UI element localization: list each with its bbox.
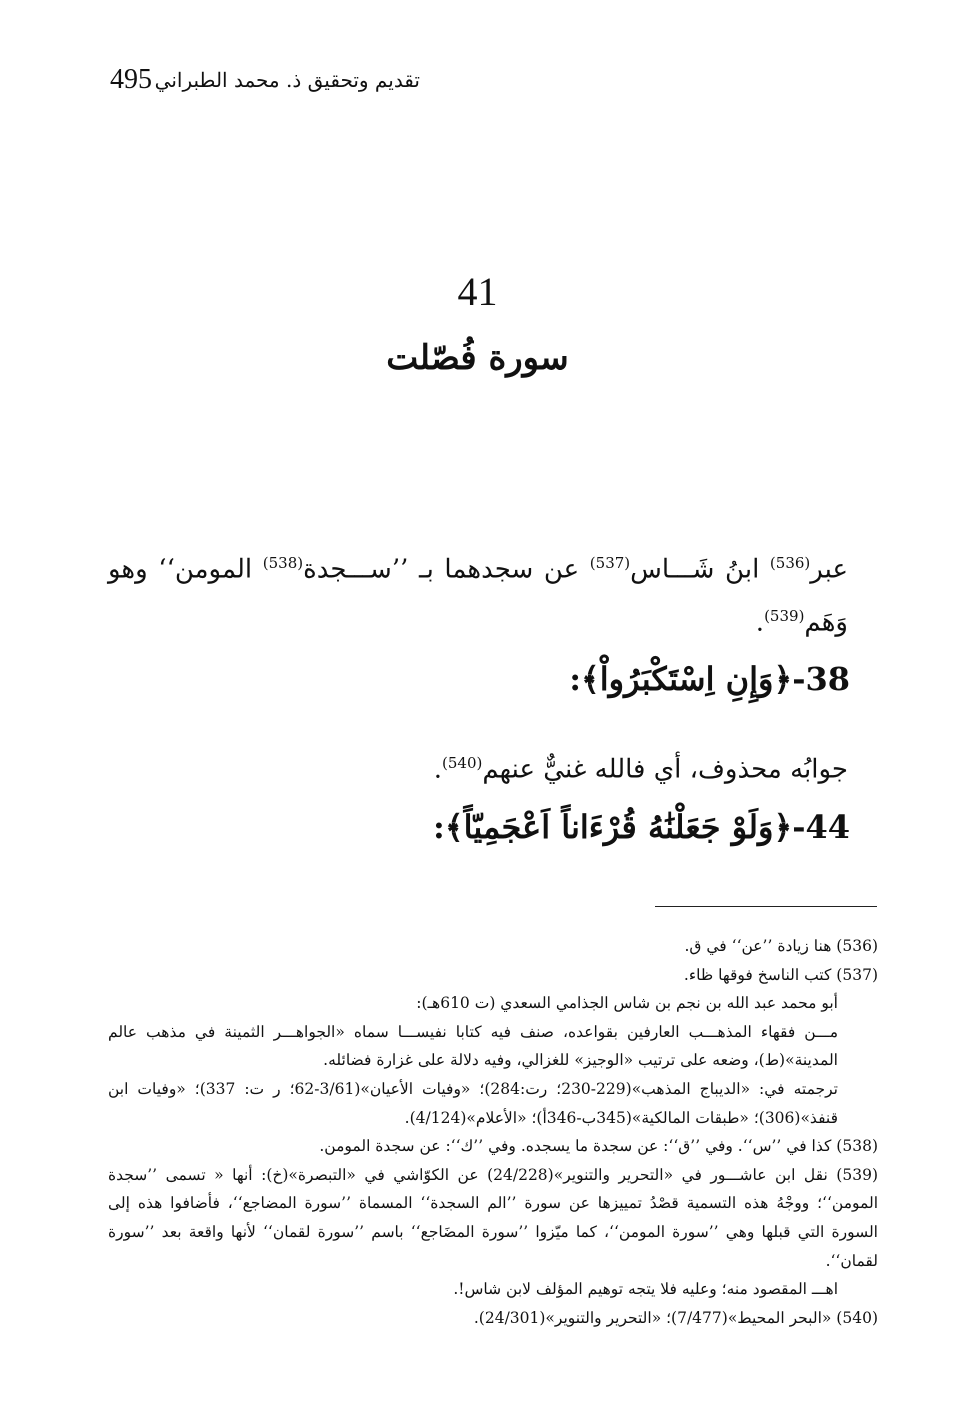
footnote-ref-538: (538): [262, 554, 304, 572]
footnote-ref-540: (540): [442, 754, 483, 772]
verse-heading-44: 44-﴿وَلَوْ جَعَلْنَٰهُ قُرْءَاناً اَعْجَمِيّاً﴾:: [433, 808, 850, 846]
text-run: .: [433, 754, 442, 785]
body-paragraph-2: [108, 740, 848, 793]
text-run: عن سجدهما بـ ’’ســـجدة: [303, 554, 590, 585]
footnote-537-bio-title: أبو محمد عبد الله بن نجم بن شاس الجذامي السعدي (ت 610هـ):: [416, 994, 838, 1013]
footnote-539-conclusion: اهـــ المقصود منه؛ وعليه فلا يتجه توهيم المؤلف لابن شاس!.: [453, 1280, 838, 1299]
footnote-538: (538) كذا في ’’س‘‘. وفي ’’ق‘‘: عن سجدة ما يسجده. وفي ’’ك‘‘: عن سجدة المومن.: [319, 1137, 878, 1156]
body-paragraph-1: [108, 540, 848, 645]
running-title: تقديم وتحقيق ذ. محمد الطبراني: [154, 68, 420, 92]
footnote-537-sources: ترجمته في: «الديباج المذهب»(229-230؛ رت:284)؛ «وفيات الأعيان»(3/61-62؛ ر ت: 337)؛ «وفيات ابن قنفذ»(306)؛ «طبقات المالكية»(345ب-346أ)؛ «الأعلام»(4/124).: [108, 1079, 838, 1127]
footnote-537-bio: مـــن فقهاء المذهـــب العارفين بقواعده، صنف فيه كتابا نفيســـا سماه «الجواهـــر الثمينة في مذهب عالم المدينة»(ط)، وضعه على ترتيب «الوجيز» للغزالي، وفيه دلالة على غزارة فضائله.: [108, 1022, 838, 1070]
footnote-ref-537: (537): [589, 554, 631, 572]
footnote-537: (537) كتب الناسخ فوقها ظاء.: [683, 965, 878, 984]
text-run: عبر: [810, 554, 848, 585]
footnotes: [108, 932, 878, 1332]
text-run: جوابُه محذوف، أي فالله غنيٌّ عنهم: [482, 754, 848, 785]
chapter-number: 41: [457, 269, 498, 314]
text-run: ابنُ شَـــاس: [630, 554, 770, 585]
text-run: .: [755, 607, 765, 638]
footnote-536: (536) هنا زيادة ’’عن‘‘ في ق.: [684, 937, 878, 955]
footnote-540: (540) «البحر المحيط»(7/477)؛ «التحرير والتنوير»(24/301).: [473, 1308, 878, 1327]
text-run: المومن‘‘ وهو وَهَم: [108, 554, 848, 638]
footnote-539: (539) نقل ابن عاشـــور في «التحرير والتنوير»(24/228) عن الكوّاشي في «التبصرة»(خ): أنها « تسمى ’’سجدة المومن‘‘؛ ووجْهُ هذه التسمية قصْدُ تمييزها عن سورة ’’الم السجدة‘‘ المسماة ’’سورة المضاجع‘‘، فأضافوا هذه إلى السورة التي قبلها وهي ’’سورة المومن‘‘، كما ميّزوا ’’سورة المضَاجع‘‘ باسم ’’سورة لقمان‘‘ لأنها واقعة بعد ’’سورة لقمان‘‘.: [108, 1165, 878, 1270]
surah-title: سورة فُصّلت: [386, 338, 569, 378]
footnote-ref-539: (539): [764, 606, 805, 625]
page-number: 495: [110, 64, 152, 95]
footnote-separator: [655, 906, 877, 907]
running-header: [110, 60, 420, 100]
footnote-ref-536: (536): [769, 554, 811, 572]
verse-heading-38: 38-﴿وَإِنِ اِسْتَكْبَرُواْ﴾:: [569, 660, 850, 698]
